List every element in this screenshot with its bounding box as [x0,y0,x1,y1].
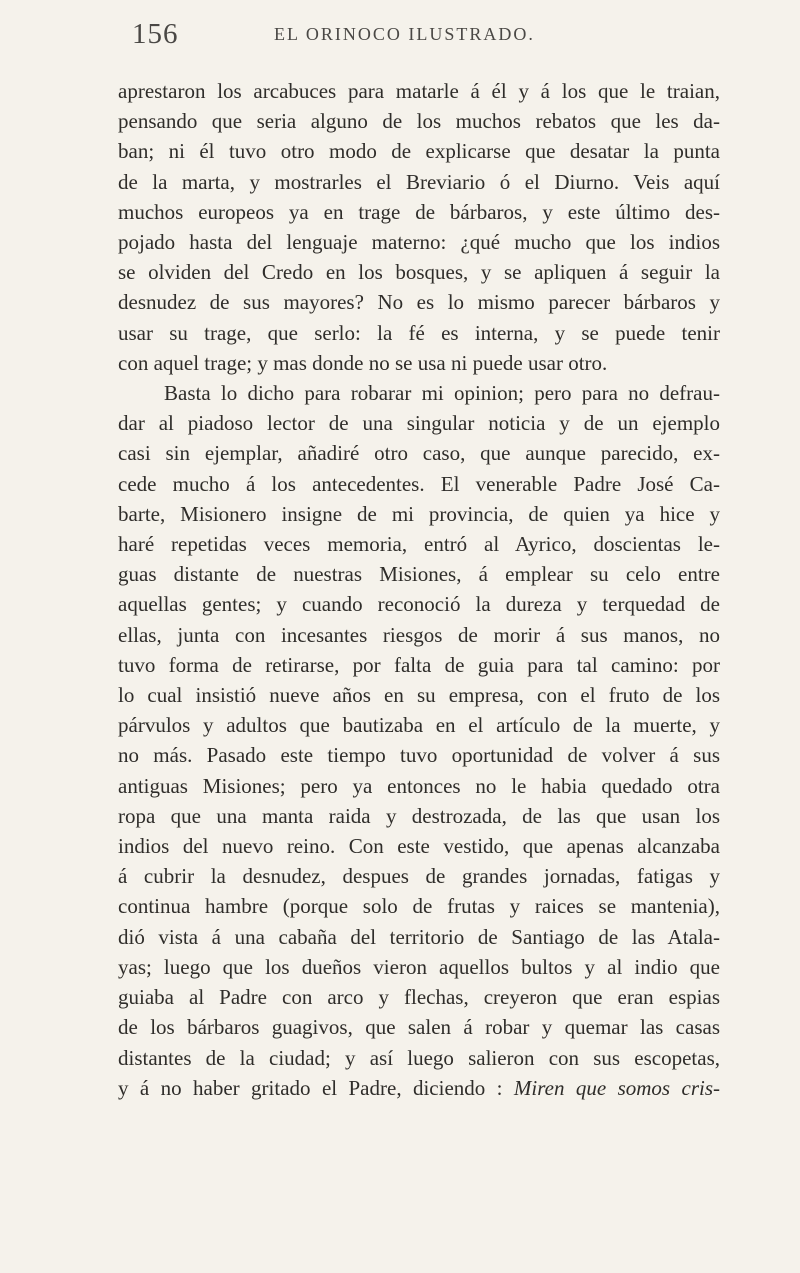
body-text [118,76,720,1103]
text-line: dar al piadoso lector de una singular noticia y de un ejemplo [118,411,720,436]
text-line: ellas, junta con incesantes riesgos de morir á sus manos, no [118,622,720,647]
text-line: con aquel trage; y mas donde no se usa ni puede usar otro. [118,350,608,375]
text-line: guas distante de nuestras Misiones, á emplear su celo entre [118,562,720,587]
text-line: aquellas gentes; y cuando reconoció la dureza y terquedad de [118,592,720,617]
text-line: párvulos y adultos que bautizaba en el artículo de la muerte, y [118,713,720,738]
text-line: cede mucho á los antecedentes. El venerable Padre José Ca- [118,471,720,496]
text-line: no más. Pasado este tiempo tuvo oportunidad de volver á sus [118,743,720,768]
text-line: tuvo forma de retirarse, por falta de guia para tal camino: por [118,652,720,677]
text-line: muchos europeos ya en trage de bárbaros, y este último des- [118,199,720,224]
text-line: casi sin ejemplar, añadiré otro caso, que aunque parecido, ex- [118,441,720,466]
text-line: á cubrir la desnudez, despues de grandes jornadas, fatigas y [118,864,720,889]
text-line-with-italic [118,1073,720,1103]
page-number: 156 [132,18,179,50]
text-line: guiaba al Padre con arco y flechas, creyeron que eran espias [118,985,720,1010]
text-line: barte, Misionero insigne de mi provincia, de quien ya hice y [118,501,720,526]
text-line: usar su trage, que serlo: la fé es interna, y se puede tenir [118,320,720,345]
text-line: haré repetidas veces memoria, entró al Ayrico, doscientas le- [118,532,720,557]
text-line: ban; ni él tuvo otro modo de explicarse que desatar la punta [118,139,720,164]
text-line: dió vista á una cabaña del territorio de Santiago de las Atala- [118,924,720,949]
text-line: de los bárbaros guagivos, que salen á robar y quemar las casas [118,1015,720,1040]
roman-segment: y á no haber gritado el Padre, diciendo : [118,1075,503,1100]
page-header [132,18,732,58]
text-line: lo cual insistió nueve años en su empresa, con el fruto de los [118,683,720,708]
running-title: EL ORINOCO ILUSTRADO. [274,24,535,44]
text-line: antiguas Misiones; pero ya entonces no le habia quedado otra [118,773,720,798]
text-line: pojado hasta del lenguaje materno: ¿qué mucho que los indios [118,230,720,255]
text-line: se olviden del Credo en los bosques, y se apliquen á seguir la [118,260,720,285]
text-line: indios del nuevo reino. Con este vestido, que apenas alcanzaba [118,834,720,859]
text-line: de la marta, y mostrarles el Breviario ó el Diurno. Veis aquí [118,169,720,194]
text-line: pensando que seria alguno de los muchos rebatos que les da- [118,109,720,134]
text-line: aprestaron los arcabuces para matarle á él y á los que le traian, [118,79,720,103]
text-line: ropa que una manta raida y destrozada, de las que usan los [118,803,720,828]
italic-segment: Miren que somos cris- [513,1075,720,1100]
text-line: yas; luego que los dueños vieron aquellos bultos y al indio que [118,954,720,979]
text-line: distantes de la ciudad; y así luego salieron con sus escopetas, [118,1045,720,1070]
text-line: continua hambre (porque solo de frutas y raices se mantenia), [118,894,720,919]
text-line: desnudez de sus mayores? No es lo mismo parecer bárbaros y [118,290,720,315]
paragraph-start-line: Basta lo dicho para robarar mi opinion; pero para no defrau- [164,381,720,406]
